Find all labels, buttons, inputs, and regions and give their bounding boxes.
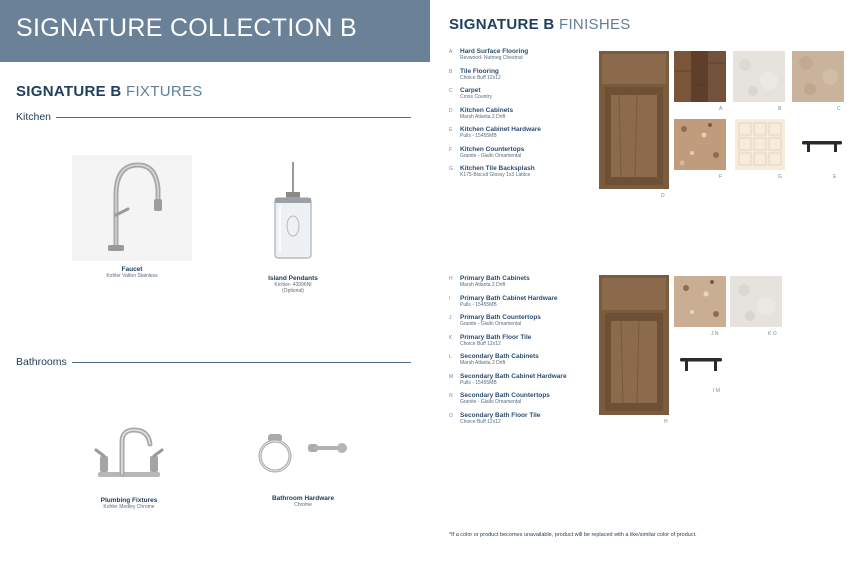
fixture-faucet	[67, 155, 197, 279]
bath-cabinet-pull-icon	[678, 355, 724, 375]
finish-item: I Primary Bath Cabinet Hardware Pulls - 15455MB	[449, 294, 558, 308]
granite-countertop-swatch	[674, 119, 726, 170]
pendant-detail: Kichler- 43996NI	[274, 282, 312, 288]
bath-faucet-image	[64, 420, 194, 492]
faucet-image	[72, 155, 192, 261]
plumbing-name: Plumbing Fixtures	[100, 497, 158, 504]
carpet-swatch	[792, 51, 844, 102]
finish-item: H Primary Bath Cabinets Marsh Atlanta 2 Drift	[449, 275, 530, 288]
cabinet-door-swatch	[599, 51, 669, 189]
fixture-island-pendants	[228, 162, 358, 294]
bath-granite-swatch	[674, 276, 726, 327]
finish-item: M Secondary Bath Cabinet Hardware Pulls - 15455MB	[449, 372, 567, 386]
collection-banner	[0, 0, 430, 62]
finish-item: B Tile Flooring Choice Buff 12x12	[449, 67, 501, 81]
collection-title: SIGNATURE COLLECTION B	[16, 14, 357, 42]
footnote: *If a color or product becomes unavailable, product will be replaced with a like/similar color of product.	[449, 532, 697, 538]
swatch-label-im: I M	[713, 388, 720, 394]
finish-item: E Kitchen Cabinet Hardware Pulls - 15455MB	[449, 126, 541, 139]
fixture-bathroom-hardware	[238, 428, 368, 508]
fixtures-heading: SIGNATURE B FIXTURES	[16, 83, 203, 100]
divider	[72, 362, 411, 363]
finishes-heading: SIGNATURE B FINISHES	[449, 16, 631, 33]
swatch-label-ko: K O	[768, 331, 777, 337]
kitchen-finishes-list	[449, 48, 609, 185]
tile-flooring-swatch	[733, 51, 785, 102]
swatch-label-e: E	[833, 174, 837, 180]
divider	[56, 117, 411, 118]
bath-tile-swatch	[730, 276, 782, 327]
swatch-label-f: F	[719, 174, 723, 180]
finish-item: N Secondary Bath Countertops Granite - Giallo Ornamental	[449, 392, 550, 405]
plumbing-detail: Kohler Medley Chrome	[103, 504, 155, 510]
swatch-label-c: C	[837, 106, 841, 112]
swatch-label-g: G	[778, 174, 782, 180]
finish-item: D Kitchen Cabinets Marsh Atlanta 2 Drift	[449, 106, 514, 120]
fixture-plumbing	[64, 420, 194, 510]
finish-item: L Secondary Bath Cabinets Marsh Atlanta 2 Drift	[449, 353, 539, 366]
swatch-label-b: B	[778, 106, 782, 112]
faucet-name: Faucet	[121, 266, 143, 273]
kitchen-label: Kitchen	[16, 111, 52, 123]
towel-ring-image	[238, 428, 368, 490]
finish-item: J Primary Bath Countertops Granite - Giallo Ornamental	[449, 314, 541, 327]
hardware-detail: Chrome	[294, 502, 312, 508]
lattice-backsplash-swatch	[735, 119, 785, 170]
finish-item: A Hard Surface Flooring Revwood- Nutmeg Chestnut	[449, 48, 529, 61]
finish-item: F Kitchen Countertops Granite - Giallo Ornamental	[449, 145, 525, 159]
finish-item: K Primary Bath Floor Tile Choice Buff 12x12	[449, 333, 532, 347]
finish-item: C Carpet Cross Country	[449, 87, 492, 100]
kitchen-section-header	[16, 110, 411, 124]
pendant-note: (Optional)	[282, 288, 304, 294]
finish-item: G Kitchen Tile Backsplash K175-Biscuit Glossy 1x3 Lattice	[449, 165, 535, 178]
swatch-label-jn: J N	[711, 331, 719, 337]
wood-flooring-swatch	[674, 51, 726, 102]
pendant-light-image	[228, 162, 358, 270]
hardware-name: Bathroom Hardware	[271, 495, 335, 502]
faucet-detail: Kohler Valton Stainless	[106, 273, 158, 279]
swatch-label-h: H	[664, 419, 668, 425]
bathrooms-section-header	[16, 355, 411, 369]
bath-finishes-list	[449, 275, 609, 431]
bathrooms-label: Bathrooms	[16, 356, 67, 368]
cabinet-pull-icon	[800, 136, 844, 154]
swatch-label-a: A	[719, 106, 723, 112]
bath-cabinet-door-swatch	[599, 275, 669, 415]
pendant-name: Island Pendants	[268, 275, 318, 282]
finish-item: O Secondary Bath Floor Tile Choice Buff 12x12	[449, 411, 541, 425]
swatch-label-d: D	[661, 193, 665, 199]
